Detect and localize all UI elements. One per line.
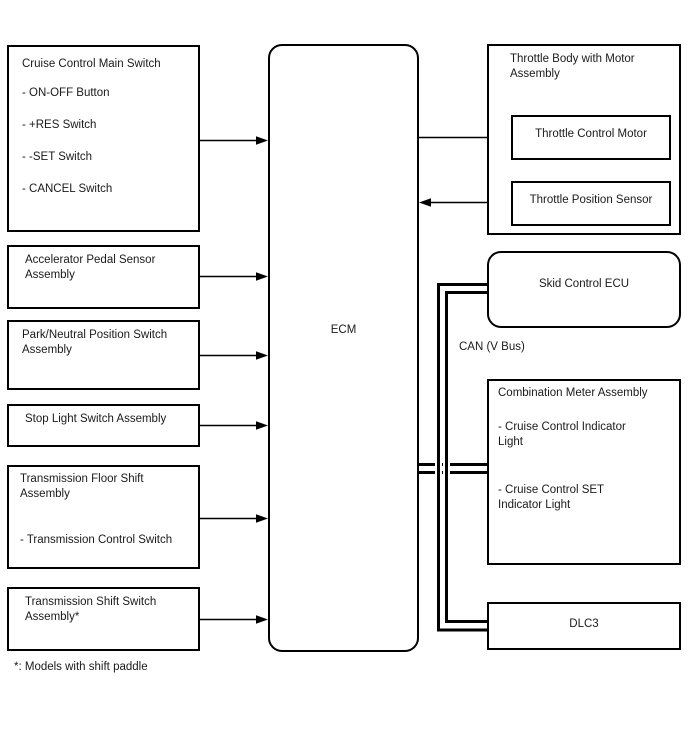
- box-item: - Cruise Control Indicator Light: [498, 421, 626, 448]
- box-title: Cruise Control Main Switch: [22, 58, 161, 70]
- box-label: Skid Control ECU: [538, 277, 630, 290]
- box-title: Accelerator Pedal Sensor Assembly: [25, 254, 156, 281]
- box-title: Transmission Floor Shift Assembly: [20, 473, 144, 500]
- arrow-park-neutral-to-ecm: [200, 351, 268, 360]
- box-title: Transmission Shift Switch Assembly*: [25, 596, 157, 623]
- box-item: - -SET Switch: [22, 151, 93, 163]
- box-label: DLC3: [569, 618, 599, 630]
- can-bus-trunk: [439, 285, 490, 631]
- can-bus-label: CAN (V Bus): [459, 341, 525, 353]
- box-item: - +RES Switch: [22, 119, 97, 131]
- arrow-floor-shift-to-ecm: [200, 514, 268, 523]
- box-combination-meter: [487, 379, 681, 565]
- box-item: - Transmission Control Switch: [20, 534, 173, 546]
- ecm-box: [268, 44, 419, 652]
- box-title: Combination Meter Assembly: [498, 387, 648, 399]
- arrow-cruise-switch-to-ecm: [200, 136, 268, 145]
- arrow-shift-switch-to-ecm: [200, 615, 268, 624]
- box-transmission-shift-switch: [7, 587, 200, 651]
- box-transmission-floor-shift: [7, 465, 200, 569]
- box-label: Throttle Control Motor: [535, 127, 647, 140]
- box-stop-light-switch: [7, 404, 200, 447]
- box-item: - Cruise Control SET Indicator Light: [498, 484, 604, 511]
- box-accelerator-pedal-sensor: [7, 245, 200, 309]
- box-cruise-control-main-switch: [7, 45, 200, 232]
- box-throttle-position-sensor: [511, 181, 671, 226]
- box-skid-control-ecu: [487, 251, 681, 328]
- can-bus-ecm-branch: [417, 465, 489, 473]
- box-label: Throttle Position Sensor: [529, 193, 653, 206]
- arrow-accel-pedal-to-ecm: [200, 272, 268, 281]
- box-park-neutral-position-switch: [7, 320, 200, 390]
- box-throttle-control-motor: [511, 115, 671, 160]
- ecm-label: ECM: [330, 324, 357, 336]
- box-title: Park/Neutral Position Switch Assembly: [22, 329, 168, 356]
- footnote: *: Models with shift paddle: [14, 661, 148, 673]
- box-dlc3: [487, 602, 681, 650]
- box-item: - ON-OFF Button: [22, 87, 110, 99]
- box-title: Stop Light Switch Assembly: [25, 413, 167, 425]
- box-title: Throttle Body with Motor Assembly: [510, 53, 635, 80]
- arrow-stop-light-to-ecm: [200, 421, 268, 430]
- box-item: - CANCEL Switch: [22, 183, 113, 195]
